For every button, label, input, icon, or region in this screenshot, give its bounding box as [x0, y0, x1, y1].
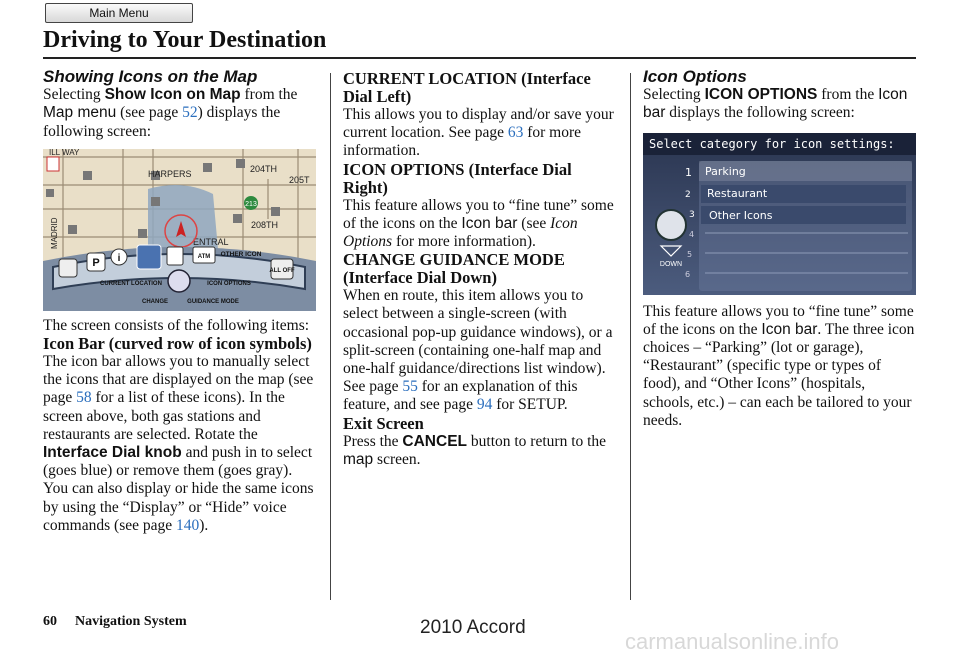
svg-text:213: 213	[245, 200, 257, 208]
svg-text:5: 5	[687, 249, 693, 259]
svg-text:ATM: ATM	[197, 253, 211, 260]
svg-text:OTHER ICON: OTHER ICON	[220, 250, 262, 258]
watermark-model: 2010 Accord	[420, 617, 526, 638]
page-link-55[interactable]: 55	[402, 378, 418, 396]
page-link-52[interactable]: 52	[182, 104, 198, 122]
svg-text:MADRID: MADRID	[50, 217, 59, 249]
svg-text:GUIDANCE MODE: GUIDANCE MODE	[187, 298, 239, 305]
svg-text:CURRENT LOCATION: CURRENT LOCATION	[100, 280, 162, 287]
section-heading-icon-options: Icon Options	[643, 67, 747, 86]
title-rule	[43, 57, 916, 59]
heading-icon-bar: Icon Bar (curved row of icon symbols)	[43, 334, 312, 354]
heading-change-guidance-mode: CHANGE GUIDANCE MODE (Interface Dial Down)	[343, 250, 565, 288]
paragraph-fine-tune: This feature allows you to “fine tune” some of the icons on the Icon bar. The three icon choices – “Parking” (lot or garage), “Restaurant” (specific type or types of food), and “Other Icons” (hospitals, schools, etc.) – can each be tailored to your needs.	[643, 302, 915, 429]
svg-text:i: i	[117, 252, 121, 264]
paragraph-icon-options-select: Selecting ICON OPTIONS from the Icon bar displays the following screen:	[643, 86, 908, 122]
svg-text:Restaurant: Restaurant	[707, 186, 768, 200]
page-link-140[interactable]: 140	[176, 516, 200, 534]
page-number: 60	[43, 614, 57, 629]
column-1	[43, 68, 317, 535]
page-link-94[interactable]: 94	[476, 396, 493, 414]
svg-text:ALL OFF: ALL OFF	[269, 267, 295, 274]
paragraph-icon-options: This feature allows you to “fine tune” some of the icons on the Icon bar (see Icon Options for more information).	[343, 196, 614, 251]
svg-text:208TH: 208TH	[251, 219, 279, 230]
svg-text:Select category for icon setti: Select category for icon settings:	[649, 136, 895, 151]
heading-icon-options: ICON OPTIONS (Interface Dial Right)	[343, 159, 572, 197]
svg-text:4: 4	[689, 229, 695, 239]
main-menu-button[interactable]: Main Menu	[45, 3, 193, 23]
column-divider-1	[330, 73, 331, 600]
page-title: Driving to Your Destination	[43, 27, 327, 53]
column-divider-2	[630, 73, 631, 600]
paragraph-icon-bar: The icon bar allows you to manually select the icons that are displayed on the map (see page 58 for a list of these icons). In the screen above, both gas stations and restaurants are selected. Rotate the Interface Dial knob and push in to select (goes blue) or remove them (goes gray). You can also display or hide the same icons by using the “Display” or “Hide” voice commands (see page 140).	[43, 353, 314, 534]
svg-text:HARPERS: HARPERS	[148, 168, 192, 179]
icon-options-screen-image	[643, 133, 916, 295]
watermark-site: carmanualsonline.info	[625, 629, 840, 654]
svg-text:1: 1	[685, 165, 692, 179]
footer-title: Navigation System	[75, 614, 187, 629]
heading-current-location: CURRENT LOCATION (Interface Dial Left)	[343, 69, 591, 106]
svg-text:DOWN: DOWN	[659, 260, 683, 268]
svg-text:P: P	[92, 256, 100, 269]
svg-text:204TH: 204TH	[250, 163, 278, 174]
heading-exit-screen: Exit Screen	[343, 413, 424, 433]
svg-text:3: 3	[689, 209, 695, 220]
page-link-58[interactable]: 58	[76, 389, 92, 407]
svg-text:ILL WAY: ILL WAY	[49, 148, 80, 157]
svg-text:6: 6	[685, 269, 691, 279]
paragraph-exit-screen: Press the CANCEL button to return to the map screen.	[343, 432, 607, 468]
svg-text:ENTRAL: ENTRAL	[193, 236, 229, 247]
paragraph-change-guidance: When en route, this item allows you to select between a single-screen (with occasional pop-up guidance windows), or a split-screen (containing one-half map and one-half guidance/directions list window). See page 55 for an explanation of this feature, and see page 94 for SETUP.	[343, 287, 613, 414]
column-3	[643, 68, 917, 430]
column-2	[343, 68, 617, 469]
svg-text:Parking: Parking	[705, 164, 746, 178]
svg-text:CHANGE: CHANGE	[141, 298, 169, 305]
section-heading-showing-icons: Showing Icons on the Map	[43, 67, 258, 86]
svg-text:Other Icons: Other Icons	[709, 208, 773, 222]
paragraph-show-icon: Selecting Show Icon on Map from the Map menu (see page 52) displays the following screen:	[43, 86, 298, 140]
svg-text:2: 2	[685, 189, 691, 200]
svg-text:ICON OPTIONS: ICON OPTIONS	[207, 280, 251, 287]
paragraph-current-location: This allows you to display and/or save your current location. See page 63 for more information.	[343, 106, 614, 160]
page-link-63[interactable]: 63	[507, 124, 524, 142]
svg-text:205T: 205T	[289, 174, 310, 185]
map-screen-image	[43, 149, 316, 311]
paragraph-screen-items: The screen consists of the following items:	[43, 316, 310, 334]
